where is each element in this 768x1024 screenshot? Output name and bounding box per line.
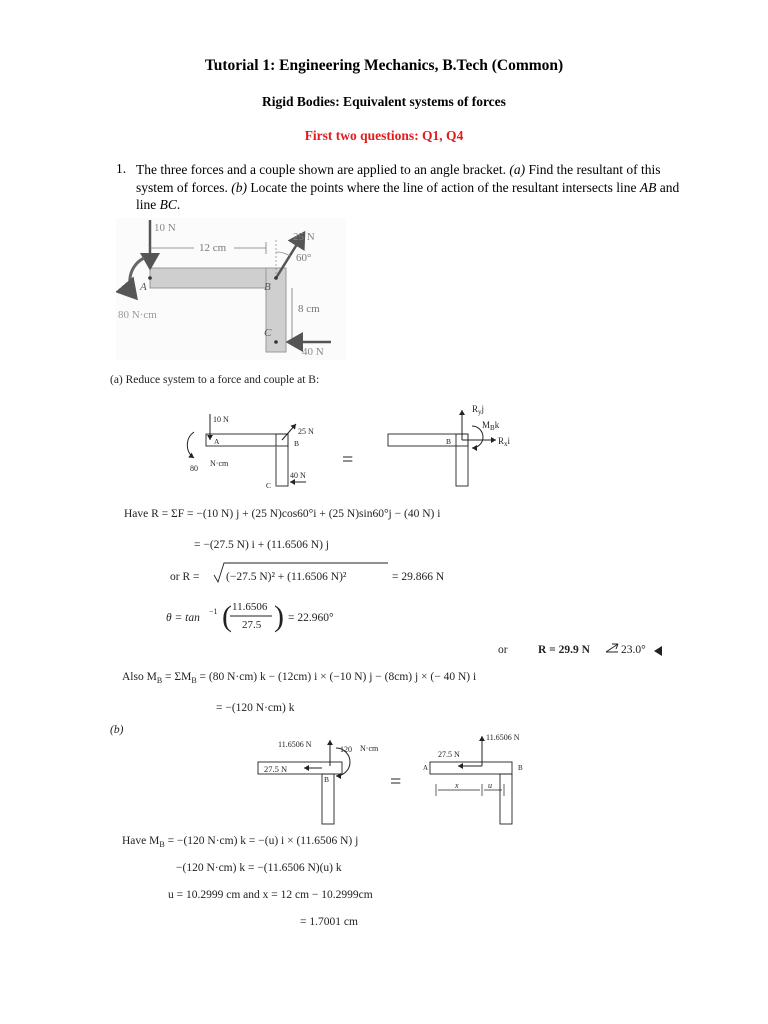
svg-text:120: 120 (340, 745, 352, 754)
solution-part-a-svg (110, 370, 670, 700)
resultant-angle: 23.0° (621, 644, 646, 656)
point-a-label: A (140, 281, 147, 293)
part-a-heading: (a) Reduce system to a force and couple at B: (110, 374, 320, 386)
svg-text:−1: −1 (209, 607, 218, 616)
fbd-b: B (294, 439, 300, 448)
fbd-80: 80 (190, 464, 198, 473)
force-40n-label: 40 N (302, 346, 324, 358)
question-selection-note: First two questions: Q1, Q4 (304, 128, 464, 143)
svg-text:θ = tan: θ = tan (166, 612, 200, 624)
svg-text:27.5 N: 27.5 N (438, 750, 460, 759)
svg-text:x: x (455, 781, 459, 790)
resultant-answer: R = 29.9 N (538, 644, 590, 656)
svg-text:B: B (324, 775, 330, 784)
fbd-ncm: N·cm (210, 459, 229, 468)
length-8cm-label: 8 cm (298, 303, 320, 315)
svg-text:(: ( (222, 600, 232, 633)
svg-text:= 29.866 N: = 29.866 N (392, 571, 445, 583)
svg-text:Have MB = −(120 N·cm) k = −(u: Have $M_B = -(120$ N·cm) k = −(u) i × (11.6506 N) j (122, 835, 359, 849)
fbd-10n: 10 N (213, 415, 229, 424)
svg-text:Also MB = ΣMB = (80 N·cm) k −: Also $M_B = \Sigma M_B = (80$ N·cm) k − (12cm) i × (−10 N) j − (8cm) j × (− 40 N) i (122, 671, 477, 685)
equation-have-mb (122, 835, 358, 849)
resultant-direction-icon (606, 644, 618, 652)
fbd-40n: 40 N (290, 471, 306, 480)
solution-part-b-svg (110, 700, 670, 930)
equivalence-sign-b: = (390, 771, 402, 793)
svg-text:11.6506: 11.6506 (232, 601, 268, 613)
question-number: 1. (116, 161, 127, 176)
svg-text:N·cm: N·cm (360, 744, 379, 753)
rx-label: $R_xi$ (498, 436, 511, 448)
svg-text:27.5: 27.5 (242, 619, 262, 631)
equation-resultant: Have R = ΣF = −(10 N) j + (25 N)cos60°i + (25 N)sin60°j − (40 N) i (124, 508, 441, 520)
free-body-diagram (187, 414, 314, 490)
page-subtitle: Rigid Bodies: Equivalent systems of forces (262, 94, 506, 109)
equation-moment-result: = −(120 N·cm) k (216, 702, 295, 714)
equation-magnitude (170, 563, 445, 583)
svg-text:u: u (488, 781, 492, 790)
equivalent-system-diagram (388, 404, 511, 486)
svg-text:B: B (518, 764, 523, 772)
fbd-25n: 25 N (298, 427, 314, 436)
force-10n-label: 10 N (154, 222, 176, 234)
answer-marker-icon (654, 646, 662, 656)
equation-u-and-x: u = 10.2999 cm and x = 12 cm − 10.2999cm (168, 889, 373, 901)
page-title: Tutorial 1: Engineering Mechanics, B.Tech (Common) (204, 57, 564, 74)
part-b-heading: (b) (110, 724, 124, 736)
point-b-label: B (264, 281, 271, 293)
svg-text:11.6506 N: 11.6506 N (278, 740, 312, 749)
equiv-b: B (446, 437, 452, 446)
svg-text:(−27.5 N)² + (11.6506 N)²: (−27.5 N)² + (11.6506 N)² (226, 571, 347, 583)
point-c-label: C (264, 327, 272, 339)
svg-text:): ) (274, 600, 284, 633)
ry-label: $R_yj$ (472, 404, 485, 416)
question-text: The three forces and a couple shown are applied to an angle bracket. (a) Find the resultant of this system of forces. (b) Locate the points where the line of action of the resultant intersects line AB and line BC. (136, 162, 680, 212)
svg-text:= 22.960°: = 22.960° (288, 612, 334, 624)
problem-figure (116, 218, 346, 360)
mb-label: $M_Bk$ (482, 420, 500, 432)
equivalence-sign-a: = (342, 449, 354, 471)
equation-moment-u: −(120 N·cm) k = −(11.6506 N)(u) k (176, 862, 342, 874)
equation-angle (166, 600, 334, 633)
svg-text:27.5 N: 27.5 N (264, 764, 288, 774)
svg-text:11.6506 N: 11.6506 N (486, 733, 520, 742)
part-b-left-diagram (258, 740, 379, 824)
force-25n-label: 25 N (293, 231, 315, 243)
equation-moment (122, 671, 476, 685)
part-b-right-diagram (423, 733, 523, 824)
svg-text:or R =: or R = (170, 571, 200, 583)
svg-text:A: A (423, 764, 429, 772)
length-12cm-label: 12 cm (199, 242, 227, 254)
or-label: or (498, 644, 508, 656)
equation-x-result: = 1.7001 cm (300, 916, 358, 928)
equation-resultant-components: = −(27.5 N) i + (11.6506 N) j (194, 539, 329, 551)
fbd-a: A (214, 437, 220, 446)
fbd-c: C (266, 481, 272, 490)
couple-80ncm-label: 80 N·cm (118, 309, 157, 321)
angle-60-label: 60° (296, 252, 312, 264)
